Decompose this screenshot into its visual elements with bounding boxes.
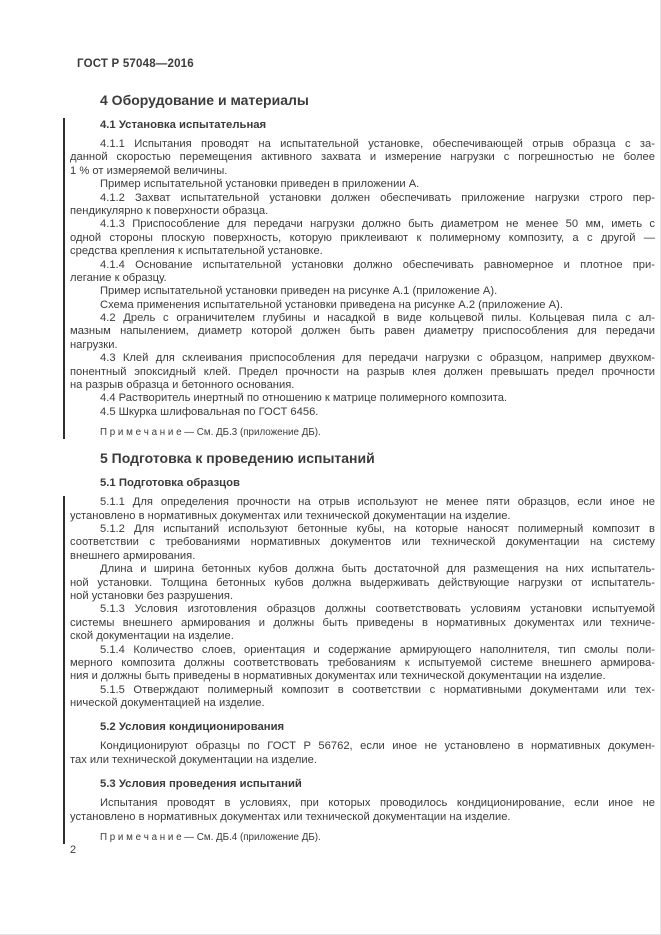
paragraph	[70, 178, 655, 191]
text-line: 5.1.1 Для определения прочности на отрыв используют не менее пяти образцов, если иное не	[100, 496, 655, 509]
text-line: ния и должны быть приведены в нормативных документах или технической документации на изделие.	[70, 670, 606, 683]
section-heading: 5.1 Подготовка образцов	[100, 477, 240, 490]
paragraph	[70, 496, 655, 523]
text-line: Кондиционируют образцы по ГОСТ Р 56762, если иное не установлено в нормативных докумен-	[100, 740, 655, 753]
text-line: 5.1.5 Отверждают полимерный композит в соответствии с нормативными документами или тех-	[100, 683, 655, 696]
text-line: 4.1.4 Основание испытательной установки должно обеспечивать равномерное и плотное при-	[100, 258, 655, 271]
text-line: пендикулярно к поверхности образца.	[70, 204, 269, 217]
paragraph	[70, 406, 655, 419]
text-line: внешнего армирования.	[70, 549, 196, 562]
document-header: ГОСТ Р 57048—2016	[77, 58, 194, 70]
section-heading: 5.2 Условия кондиционирования	[100, 721, 285, 734]
text-line: мазным напылением, диаметр которой должен быть равен диаметру приспособления для передачи	[70, 325, 655, 338]
text-line: установлено в нормативных документах или технической документации на изделие.	[70, 509, 511, 522]
note: П р и м е ч а н и е — См. ДБ.4 (приложение ДБ).	[100, 832, 321, 844]
text-line: 4.1.3 Приспособление для передачи нагрузки должно быть диаметром не менее 50 мм, иметь с	[100, 218, 655, 231]
text-line: 5.1.4 Количество слоев, ориентация и содержание армирующего наполнителя, тип смолы поли-	[100, 643, 655, 656]
text-line: ной установки. Толщина бетонных кубов должна выдерживать действующие нагрузки от испытатель-	[70, 576, 655, 589]
paragraph	[70, 392, 655, 405]
text-line: Испытания проводят в условиях, при которых проводилось кондиционирование, если иное не	[100, 797, 655, 810]
text-line: мерного композита должны соответствовать требованиям к испытуемой системе внешнего армирова-	[70, 656, 655, 669]
text-line: 4.1.2 Захват испытательной установки должен обеспечивать приложение нагрузки строго пер-	[100, 191, 655, 204]
text-line: средства крепления к испытательной установке.	[70, 245, 323, 258]
note: П р и м е ч а н и е — См. ДБ.3 (приложение ДБ).	[100, 427, 321, 439]
paragraph	[70, 138, 655, 178]
text-line: 4.2 Дрель с ограничителем глубины и насадкой в виде кольцевой пилы. Кольцевая пила с ал-	[100, 312, 655, 325]
paragraph	[70, 285, 655, 298]
paragraph	[70, 684, 655, 711]
section-heading: 4.1 Установка испытательная	[100, 119, 267, 131]
paragraph	[70, 192, 655, 219]
text-line: Схема применения испытательной установки приведена на рисунке А.2 (приложение А).	[100, 298, 563, 311]
text-line: ской документации на изделие.	[70, 630, 234, 643]
revision-change-bar	[63, 496, 65, 844]
text-line: 5.1.3 Условия изготовления образцов должны соответствовать условиям установки испытуемой	[100, 603, 655, 616]
paragraph	[70, 740, 655, 767]
paragraph	[70, 299, 655, 312]
text-line: данной скоростью перемещения активного захвата и измерение нагрузки с погрешностью не более	[70, 151, 655, 164]
paragraph	[70, 644, 655, 684]
text-line: нагрузки.	[70, 338, 118, 351]
section-heading: 5.3 Условия проведения испытаний	[100, 778, 302, 791]
paragraph	[70, 259, 655, 286]
text-line: 4.5 Шкурка шлифовальная по ГОСТ 6456.	[100, 405, 319, 418]
section-heading: 4 Оборудование и материалы	[100, 92, 309, 108]
text-line: Длина и ширина бетонных кубов должна быть достаточной для размещения на них испытатель-	[100, 563, 655, 576]
paragraph	[70, 312, 655, 352]
text-line: тах или технической документации на изделие.	[70, 753, 317, 766]
text-line: 4.1.1 Испытания проводят на испытательной установке, обеспечивающей отрыв образца с за-	[100, 138, 655, 150]
document-body	[70, 70, 655, 844]
text-line: Пример испытательной установки приведен на рисунке А.1 (приложение А).	[100, 285, 498, 298]
text-line: 1 % от измеряемой величины.	[70, 164, 228, 177]
text-line: 5.1.2 Для испытаний используют бетонные кубы, на которые наносят полимерный композит в	[100, 522, 655, 535]
text-line: понентный эпоксидный клей. Предел прочности на разрыв клея должен превышать предел прочности	[70, 365, 655, 378]
text-line: ной установки без разрушения.	[70, 589, 234, 602]
revision-change-bar	[63, 118, 65, 439]
paragraph	[70, 523, 655, 563]
text-line: соответствии с требованиями нормативных документов или технической документации на систему	[70, 536, 655, 549]
text-line: легание к образцу.	[70, 271, 167, 284]
text-line: Пример испытательной установки приведен в приложении А.	[100, 178, 420, 191]
text-line: 4.4 Растворитель инертный по отношению к матрице полимерного композита.	[100, 392, 508, 405]
text-line: нической документацией на изделие.	[70, 697, 265, 710]
text-line: системы внешнего армирования и должны быть приведены в нормативных документах или техниче-	[70, 616, 655, 629]
page-number: 2	[70, 844, 77, 856]
paragraph	[70, 797, 655, 824]
paragraph	[70, 352, 655, 392]
paragraph	[70, 563, 655, 603]
text-line: установлено в нормативных документах или технической документации на изделие.	[70, 810, 511, 823]
paragraph	[70, 603, 655, 643]
text-line: на разрыв образца и бетонного основания.	[70, 379, 295, 392]
text-line: одной стороны плоскую поверхность, которую приклеивают к полимерному композиту, а с другой —	[70, 231, 655, 244]
section-heading: 5 Подготовка к проведению испытаний	[100, 450, 375, 467]
text-line: 4.3 Клей для склеивания приспособления для передачи нагрузки с образцом, например двухком-	[100, 352, 655, 365]
paragraph	[70, 218, 655, 258]
